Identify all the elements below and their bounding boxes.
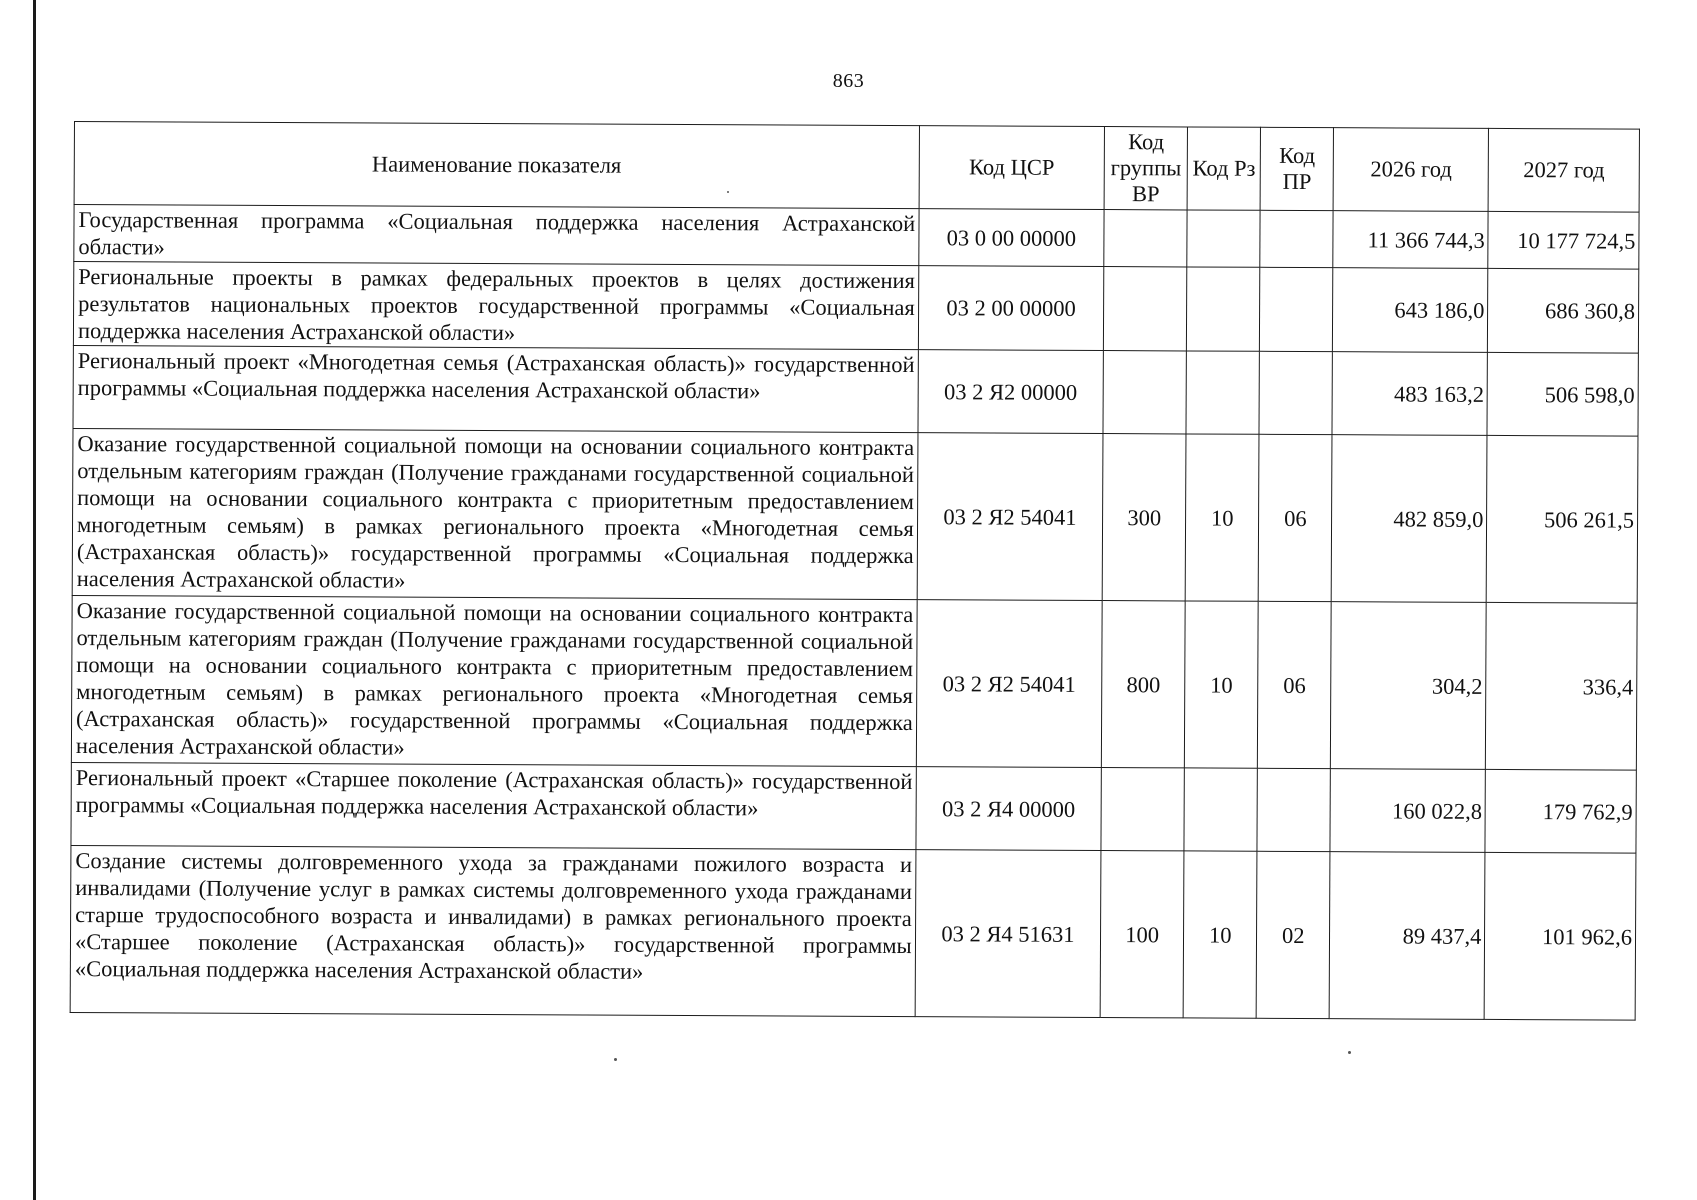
row-name: Оказание государственной социальной помощи на основании социального контракта отдельным категориям граждан (Получение гражданами государственной социальной помощи на основании социального контракта с приоритетным предоставлением многодетным семьям) в рамках регионального проекта «Многодетная семья (Астраханская область)» государственной программы «Социальная поддержка населения Астраханской области» xyxy=(72,428,918,599)
row-name: Государственная программа «Социальная поддержка населения Астраханской области» xyxy=(74,205,919,266)
row-value-2026: 482 859,0 xyxy=(1332,435,1488,603)
row-name: Региональный проект «Старшее поколение (Астраханская область)» государственной программы «Социальная поддержка населения Астраханской области» xyxy=(71,762,916,849)
row-vr-code: 300 xyxy=(1102,434,1186,601)
row-value-2027: 506 598,0 xyxy=(1487,352,1638,436)
row-name: Региональный проект «Многодетная семья (Астраханская область)» государственной программы «Социальная поддержка населения Астраханской области» xyxy=(73,345,918,432)
budget-table xyxy=(70,121,1640,1021)
row-value-2026: 89 437,4 xyxy=(1330,852,1486,1020)
row-value-2027: 506 261,5 xyxy=(1487,435,1638,603)
row-pr-code xyxy=(1260,210,1333,267)
row-pr-code: 02 xyxy=(1256,851,1330,1018)
row-value-2027: 686 360,8 xyxy=(1488,268,1639,353)
page-number: 863 xyxy=(832,70,865,92)
row-vr-code: 100 xyxy=(1100,851,1184,1018)
row-rz-code xyxy=(1186,351,1260,434)
header-year-2026: 2026 год xyxy=(1333,128,1488,212)
row-csr-code: 03 2 Я4 00000 xyxy=(916,767,1102,851)
row-csr-code: 03 0 00 00000 xyxy=(919,209,1105,267)
row-value-2026: 160 022,8 xyxy=(1330,769,1485,853)
row-pr-code xyxy=(1257,768,1331,851)
row-vr-code xyxy=(1104,267,1187,351)
row-value-2026: 643 186,0 xyxy=(1333,268,1488,353)
header-name: Наименование показателя xyxy=(74,122,919,209)
row-value-2026: 11 366 744,3 xyxy=(1333,211,1488,269)
row-value-2027: 10 177 724,5 xyxy=(1488,211,1639,269)
row-csr-code: 03 2 00 00000 xyxy=(918,266,1104,351)
row-csr-code: 03 2 Я2 00000 xyxy=(918,350,1104,434)
row-rz-code: 10 xyxy=(1185,434,1259,601)
header-csr-code: Код ЦСР xyxy=(919,126,1105,210)
row-vr-code xyxy=(1104,210,1187,267)
row-pr-code xyxy=(1260,267,1334,351)
row-vr-code xyxy=(1103,351,1186,434)
scan-speck xyxy=(614,1058,617,1061)
row-rz-code: 10 xyxy=(1183,851,1257,1018)
row-value-2027: 336,4 xyxy=(1486,602,1637,770)
row-pr-code: 06 xyxy=(1258,434,1332,601)
scan-speck xyxy=(727,191,729,193)
header-pr-code: Код ПР xyxy=(1260,127,1334,210)
table-row xyxy=(70,845,1636,1020)
row-value-2026: 304,2 xyxy=(1331,602,1487,770)
header-year-2027: 2027 год xyxy=(1488,128,1639,212)
row-name: Создание системы долговременного ухода за гражданами пожилого возраста и инвалидами (Получение услуг в рамках системы долговременного ухода гражданами старше трудоспособного возраста и инвалидами) в рамках регионального проекта «Старшее поколение (Астраханская область)» государственной программы «Социальная поддержка населения Астраханской области» xyxy=(70,845,916,1016)
row-vr-code: 800 xyxy=(1102,601,1186,768)
row-csr-code: 03 2 Я2 54041 xyxy=(917,433,1103,601)
row-rz-code xyxy=(1184,768,1258,851)
row-pr-code: 06 xyxy=(1258,601,1332,768)
row-value-2027: 101 962,6 xyxy=(1484,852,1635,1020)
table-row xyxy=(74,205,1639,270)
row-vr-code xyxy=(1101,768,1184,851)
row-csr-code: 03 2 Я4 51631 xyxy=(915,850,1101,1018)
table-row xyxy=(73,262,1638,354)
row-name: Оказание государственной социальной помощи на основании социального контракта отдельным категориям граждан (Получение гражданами государственной социальной помощи на основании социального контракта с приоритетным предоставлением многодетным семьям) в рамках регионального проекта «Многодетная семья (Астраханская область)» государственной программы «Социальная поддержка населения Астраханской области» xyxy=(71,595,917,766)
table-row xyxy=(72,428,1638,603)
row-rz-code xyxy=(1187,210,1260,267)
scan-speck xyxy=(1348,1051,1351,1054)
row-value-2027: 179 762,9 xyxy=(1485,769,1636,853)
row-rz-code xyxy=(1187,267,1261,351)
header-rz-code: Код Рз xyxy=(1187,127,1261,210)
table-row xyxy=(73,345,1638,436)
binding-edge-line xyxy=(33,0,36,1200)
table-row xyxy=(71,762,1636,853)
header-vr-code: Код группы ВР xyxy=(1104,127,1187,210)
row-csr-code: 03 2 Я2 54041 xyxy=(916,600,1102,768)
row-value-2026: 483 163,2 xyxy=(1332,352,1487,436)
table-row xyxy=(71,595,1637,770)
table-header-row xyxy=(74,122,1639,213)
row-name: Региональные проекты в рамках федеральных проектов в целях достижения результатов национальных проектов государственной программы «Социальная поддержка населения Астраханской области» xyxy=(73,262,918,350)
row-pr-code xyxy=(1259,351,1333,434)
row-rz-code: 10 xyxy=(1185,601,1259,768)
